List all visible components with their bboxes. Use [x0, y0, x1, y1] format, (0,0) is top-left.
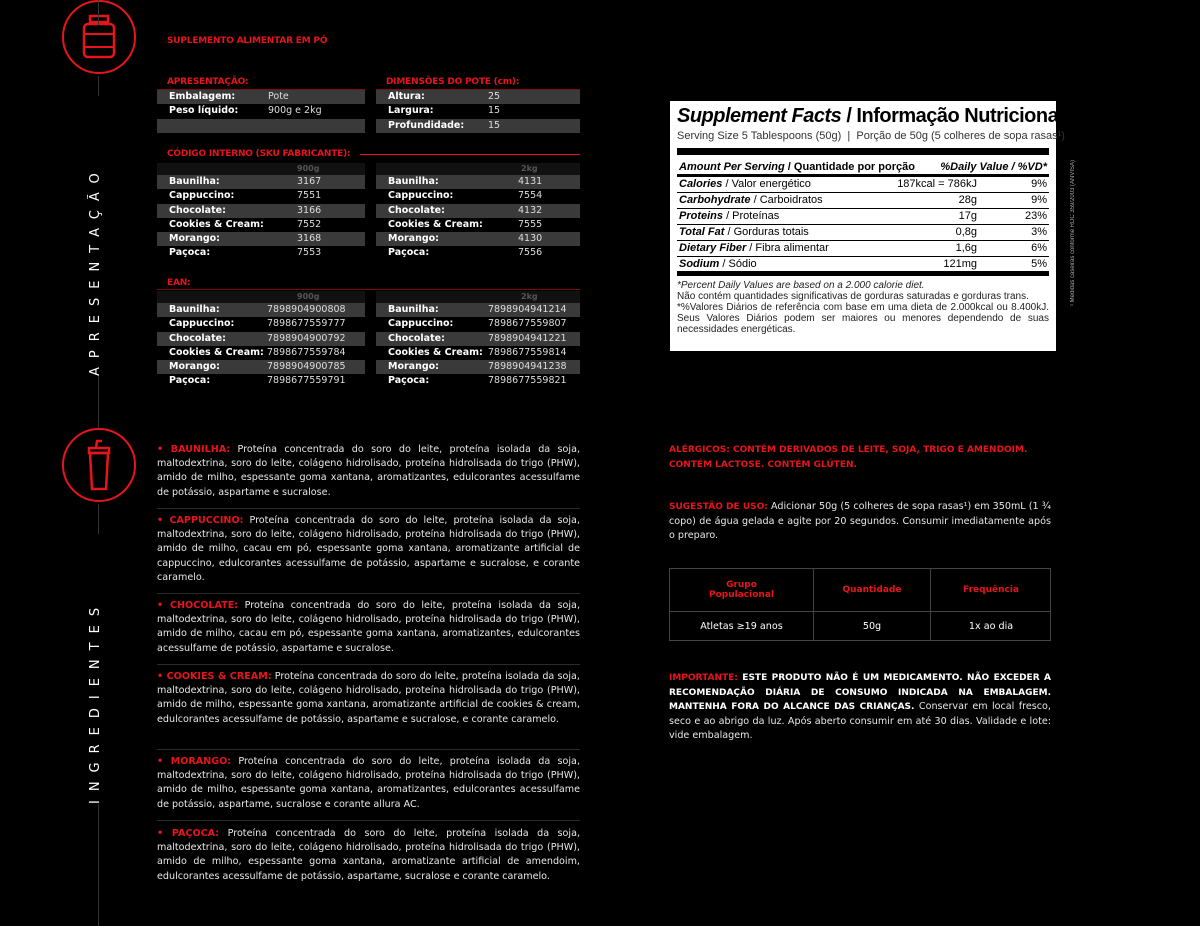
shaker-bottle-icon: [84, 439, 114, 491]
sku-table-900g: 900g Baunilha: 3167 Cappuccino: 7551 Chocolate: 3166 Cookies & Cream: 7552 Morango: 3168 Paçoca: 7553: [157, 163, 365, 261]
facts-footnote: *Percent Daily Values are based on a 2.000 calorie diet. Não contém quantidades significativas de gorduras saturadas e gorduras trans. *%Valores Diários de referência com base em uma dieta de 2.000kcal ou 8.400kJ. Seus Valores Diários podem ser maiores ou menores dependendo de suas necessidades energéticas.: [677, 280, 1049, 335]
sku-table-2kg: 2kg Baunilha: 4131 Cappuccino: 7554 Chocolate: 4132 Cookies & Cream: 7555 Morango: 4130 Paçoca: 7556: [376, 163, 580, 261]
facts-row-proteins: Proteins / Proteínas 17g 23%: [677, 209, 1049, 225]
side-note: ¹ Medidas caseiras conforme RDC 359/2003 (ANVISA): [1070, 159, 1076, 306]
sugestao-de-uso: SUGESTÃO DE USO: Adicionar 50g (5 colheres de sopa rasas¹) em 350mL (1 ¾ copo) de água gelada e agite por 20 segundos. Consumir imediatamente após o preparo.: [669, 501, 1051, 541]
ean-table-2kg: 2kg Baunilha: 7898904941214 Cappuccino: 7898677559807 Chocolate: 7898904941221 Cookies & Cream: 7898677559814 Morango: 7898904941238 Paçoca: 7898677559821: [376, 291, 580, 389]
facts-title: Supplement Facts / Informação Nutricional: [677, 105, 1064, 127]
facts-row-sodium: Sodium / Sódio 121mg 5%: [677, 257, 1049, 276]
facts-header-row: Amount Per Serving / Quantidade por porção %Daily Value / %VD*: [677, 160, 1049, 177]
dimensoes-title: DIMENSÕES DO POTE (cm):: [386, 77, 520, 87]
vertical-label-apresentacao: APRESENTAÇÃO: [88, 164, 103, 376]
ingredient-cookies-cream: • COOKIES & CREAM: Proteína concentrada do soro do leite, proteína isolada da soja, maltodextrina, soro do leite, colágeno hidrolisado, proteína hidrolisada do trigo (PHW), amido de milho, espessante goma xantana, aromatizante artificial de cookies & cream, edulcorantes acessulfame de potássio, aspartame e sucralose, e corante caramelo.: [157, 671, 580, 725]
ingredient-pacoca: • PAÇOCA: Proteína concentrada do soro do leite, proteína isolada da soja, maltodextrina, soro do leite, colágeno hidrolisado, proteína hidrolisada do trigo (PHW), amido de milho, espessante goma xantana, aromatizante artificial de amendoim, edulcorantes acessulfame de potássio, aspartame, sucralose e corante caramelo.: [157, 828, 580, 882]
ingredient-chocolate: • CHOCOLATE: Proteína concentrada do soro do leite, proteína isolada da soja, maltodextrina, soro do leite, colágeno hidrolisado, proteína hidrolisada do trigo (PHW), amido de milho, cacau em pó, espessante goma xantana, aromatizantes, edulcorantes acessulfame de potássio, aspartame e sucralose.: [157, 600, 580, 654]
dimensoes-table: Altura: 25 Largura: 15 Profundidade: 15: [376, 90, 580, 133]
product-type: SUPLEMENTO ALIMENTAR EM PÓ: [167, 36, 328, 46]
importante-notice: IMPORTANTE: ESTE PRODUTO NÃO É UM MEDICAMENTO. NÃO EXCEDER A RECOMENDAÇÃO DIÁRIA DE CONSUMO INDICADA NA EMBALAGEM. MANTENHA FORA DO ALCANCE DAS CRIANÇAS. Conservar em local fresco, seco e ao abrigo da luz. Após aberto consumir em até 30 dias. Validade e lote: vide embalagem.: [669, 673, 1051, 741]
facts-row-dietary-fiber: Dietary Fiber / Fibra alimentar 1,6g 6%: [677, 241, 1049, 257]
ean-table-900g: 900g Baunilha: 7898904900808 Cappuccino: 7898677559777 Chocolate: 7898904900792 Cookies & Cream: 7898677559784 Morango: 7898904900785 Paçoca: 7898677559791: [157, 291, 365, 389]
supplement-facts-panel: [669, 100, 1065, 352]
facts-row-calories: Calories / Valor energético 187kcal = 786kJ 9%: [677, 177, 1049, 193]
sku-title: CÓDIGO INTERNO (SKU FABRICANTE):: [167, 149, 351, 159]
vertical-label-ingredientes: INGREDIENTES: [88, 598, 103, 804]
group-table: Grupo Populacional Quantidade Frequência Atletas ≥19 anos 50g 1x ao dia: [669, 568, 1051, 641]
facts-row-carbohydrate: Carbohydrate / Carboidratos 28g 9%: [677, 193, 1049, 209]
jar-icon-circle: [62, 0, 136, 74]
apresentacao-title: APRESENTAÇÃO:: [167, 77, 249, 87]
ingredient-morango: • MORANGO: Proteína concentrada do soro do leite, proteína isolada da soja, maltodextrina, soro do leite, colágeno hidrolisado, proteína hidrolisada do trigo (PHW), amido de milho, espessante goma xantana, aromatizantes, edulcorantes acessulfame de potássio, aspartame, sucralose e corante allura AC.: [157, 756, 580, 810]
shaker-icon-circle: [62, 428, 136, 502]
ean-title: EAN:: [167, 278, 191, 288]
facts-serving: Serving Size 5 Tablespoons (50g) | Porção de 50g (5 colheres de sopa rasas¹): [677, 130, 1065, 142]
ingredient-cappuccino: • CAPPUCCINO: Proteína concentrada do soro do leite, proteína isolada da soja, maltodextrina, soro do leite, colágeno hidrolisado, proteína hidrolisada do trigo (PHW), amido de milho, cacau em pó, espessante goma xantana, aromatizante artificial de cappuccino, edulcorantes acessulfame de potássio, aspartame e sucralose, e corante caramelo.: [157, 515, 580, 583]
facts-row-total-fat: Total Fat / Gorduras totais 0,8g 3%: [677, 225, 1049, 241]
alergicos-warning: ALÉRGICOS: CONTÉM DERIVADOS DE LEITE, SOJA, TRIGO E AMENDOIM. CONTÉM LACTOSE. CONTÉM GLÚTEN.: [669, 445, 1028, 470]
supplement-jar-icon: [79, 14, 119, 60]
ingredient-baunilha: • BAUNILHA: Proteína concentrada do soro do leite, proteína isolada da soja, maltodextrina, soro do leite, colágeno hidrolisado, proteína hidrolisada do trigo (PHW), amido de milho, espessante goma xantana, aromatizantes, edulcorantes acessulfame de potássio, aspartame e sucralose.: [157, 444, 580, 498]
apresentacao-table: Embalagem: Pote Peso líquido: 900g e 2kg: [157, 90, 365, 133]
